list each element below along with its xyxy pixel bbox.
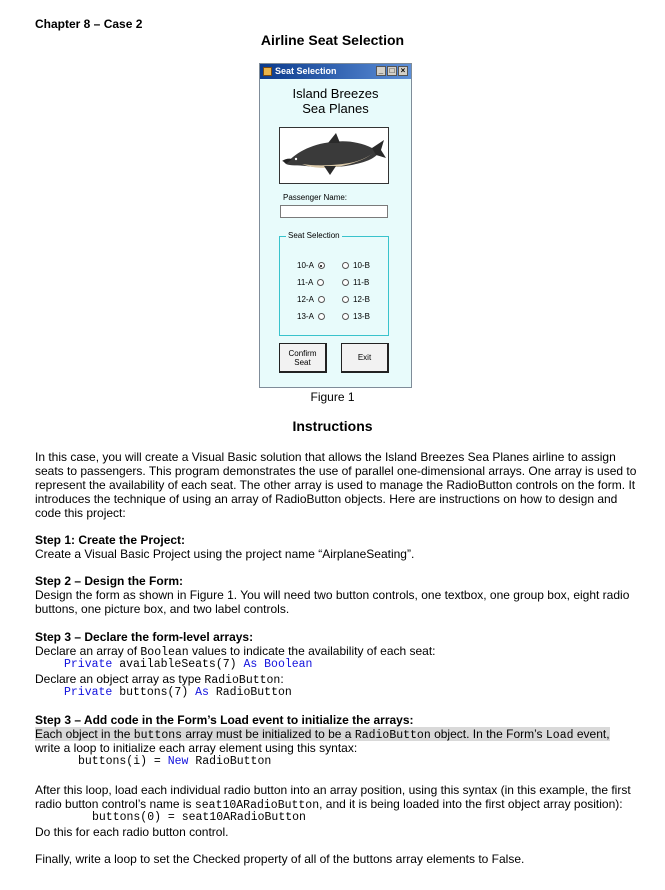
seat-10b-radio[interactable] bbox=[342, 261, 370, 270]
form-heading-line2: Sea Planes bbox=[302, 101, 369, 116]
seat-label: 10-A bbox=[297, 261, 314, 270]
highlighted-sentence bbox=[35, 727, 610, 741]
text-run: array must be initialized to be a bbox=[182, 727, 355, 741]
seat-label: 13-A bbox=[297, 312, 314, 321]
radio-unchecked-icon[interactable] bbox=[342, 262, 349, 269]
step4-text-line2: write a loop to initialize each array element using this syntax: bbox=[35, 741, 358, 755]
code-run: RadioButton bbox=[208, 686, 292, 699]
seat-11b-radio[interactable] bbox=[342, 278, 369, 287]
radio-unchecked-icon[interactable] bbox=[342, 279, 349, 286]
text-run: Each object in the bbox=[35, 727, 134, 741]
inline-code: Load bbox=[545, 729, 574, 742]
step2-heading: Step 2 – Design the Form: bbox=[35, 574, 184, 588]
form-titlebar bbox=[260, 64, 411, 79]
figure-caption: Figure 1 bbox=[310, 390, 355, 404]
radio-unchecked-icon[interactable] bbox=[317, 279, 324, 286]
step1-text: Create a Visual Basic Project using the project name “AirplaneSeating”. bbox=[35, 547, 415, 561]
radio-unchecked-icon[interactable] bbox=[318, 296, 325, 303]
after-loop-text-line3: Do this for each radio button control. bbox=[35, 825, 229, 839]
text-run: Declare an object array as type bbox=[35, 672, 205, 686]
code-run: buttons(i) = bbox=[78, 755, 168, 768]
step4-code bbox=[78, 755, 665, 769]
instructions-title: Instructions bbox=[292, 418, 373, 434]
close-icon[interactable]: × bbox=[398, 66, 408, 76]
confirm-button-line1: Confirm bbox=[288, 348, 317, 358]
seat-11a-radio[interactable] bbox=[297, 278, 324, 287]
code-run: availableSeats(7) bbox=[112, 658, 244, 671]
code-keyword: Private bbox=[64, 658, 113, 671]
step4-heading: Step 3 – Add code in the Form’s Load event to initialize the arrays: bbox=[35, 713, 414, 727]
text-run: object. In the Form’s bbox=[430, 727, 546, 741]
inline-code: seat10ARadioButton bbox=[194, 799, 320, 812]
code-keyword: As bbox=[195, 686, 209, 699]
form-window-title: Seat Selection bbox=[275, 66, 337, 76]
inline-code: Boolean bbox=[140, 646, 189, 659]
minimize-icon[interactable]: _ bbox=[376, 66, 386, 76]
step3-heading: Step 3 – Declare the form-level arrays: bbox=[35, 630, 254, 644]
code-run: RadioButton bbox=[188, 755, 272, 768]
step1-heading: Step 1: Create the Project: bbox=[35, 533, 186, 547]
radio-unchecked-icon[interactable] bbox=[342, 313, 349, 320]
vb-form-figure bbox=[259, 63, 412, 388]
text-run: : bbox=[280, 672, 284, 686]
code-keyword: New bbox=[167, 755, 189, 768]
final-text: Finally, write a loop to set the Checked property of all of the buttons array elements to False. bbox=[35, 852, 525, 866]
after-loop-text bbox=[35, 783, 645, 813]
seat-12b-radio[interactable] bbox=[342, 295, 370, 304]
seat-label: 12-A bbox=[297, 295, 314, 304]
text-run: values to indicate the availability of each seat: bbox=[188, 644, 436, 658]
chapter-label: Chapter 8 – Case 2 bbox=[35, 17, 143, 31]
radio-unchecked-icon[interactable] bbox=[342, 296, 349, 303]
inline-code: buttons bbox=[133, 729, 183, 742]
seat-label: 11-A bbox=[297, 278, 314, 287]
inline-code: RadioButton bbox=[204, 674, 281, 687]
seat-label: 11-B bbox=[353, 278, 370, 287]
after-loop-code: buttons(0) = seat10ARadioButton bbox=[92, 811, 306, 824]
step3-code2 bbox=[64, 686, 665, 700]
exit-button[interactable]: Exit bbox=[341, 343, 389, 373]
seat-13b-radio[interactable] bbox=[342, 312, 370, 321]
confirm-seat-button[interactable] bbox=[279, 343, 327, 373]
maximize-icon[interactable]: □ bbox=[387, 66, 397, 76]
inline-code: RadioButton bbox=[354, 729, 431, 742]
code-keyword: As Boolean bbox=[243, 658, 313, 671]
seat-selection-group bbox=[279, 231, 389, 336]
seat-10a-radio[interactable] bbox=[297, 261, 325, 270]
seat-label: 10-B bbox=[353, 261, 370, 270]
text-run: event, bbox=[573, 727, 610, 741]
dolphin-picture bbox=[279, 127, 389, 184]
step3-code1 bbox=[64, 658, 665, 672]
form-app-icon bbox=[263, 67, 272, 76]
form-heading-line1: Island Breezes bbox=[292, 86, 379, 101]
dolphin-icon bbox=[280, 128, 388, 183]
text-run: Declare an array of bbox=[35, 644, 141, 658]
code-run: buttons(7) bbox=[112, 686, 196, 699]
radio-checked-icon[interactable] bbox=[318, 262, 325, 269]
passenger-name-input[interactable] bbox=[280, 205, 388, 218]
confirm-button-line2: Seat bbox=[294, 357, 311, 367]
passenger-name-label: Passenger Name: bbox=[283, 193, 348, 202]
seat-label: 13-B bbox=[353, 312, 370, 321]
text-run: After this loop, load each individual radio button into an array position, using this syntax (in this example, the first radio button control’s name is bbox=[35, 783, 631, 811]
seat-selection-label: Seat Selection bbox=[288, 231, 340, 240]
step2-text: Design the form as shown in Figure 1. You will need two button controls, one textbox, one group box, eight radio buttons, one picture box, and two label controls. bbox=[35, 588, 630, 616]
seat-13a-radio[interactable] bbox=[297, 312, 325, 321]
code-keyword: Private bbox=[64, 686, 113, 699]
seat-label: 12-B bbox=[353, 295, 370, 304]
page-title: Airline Seat Selection bbox=[260, 32, 405, 48]
seat-12a-radio[interactable] bbox=[297, 295, 325, 304]
intro-paragraph: In this case, you will create a Visual Basic solution that allows the Island Breezes Sea Planes airline to assign seats to passengers. This program demonstrates the use of parallel one-dimensional arrays. One array is used to represent the availability of each seat. The other array is used to manage the RadioButton controls on the form. It introduces the technique of using an array of RadioButton objects. Here are instructions on how to design and code this project: bbox=[35, 450, 637, 520]
radio-unchecked-icon[interactable] bbox=[318, 313, 325, 320]
window-controls bbox=[376, 66, 408, 76]
text-run: , and it is being loaded into the first object array position): bbox=[319, 797, 623, 811]
